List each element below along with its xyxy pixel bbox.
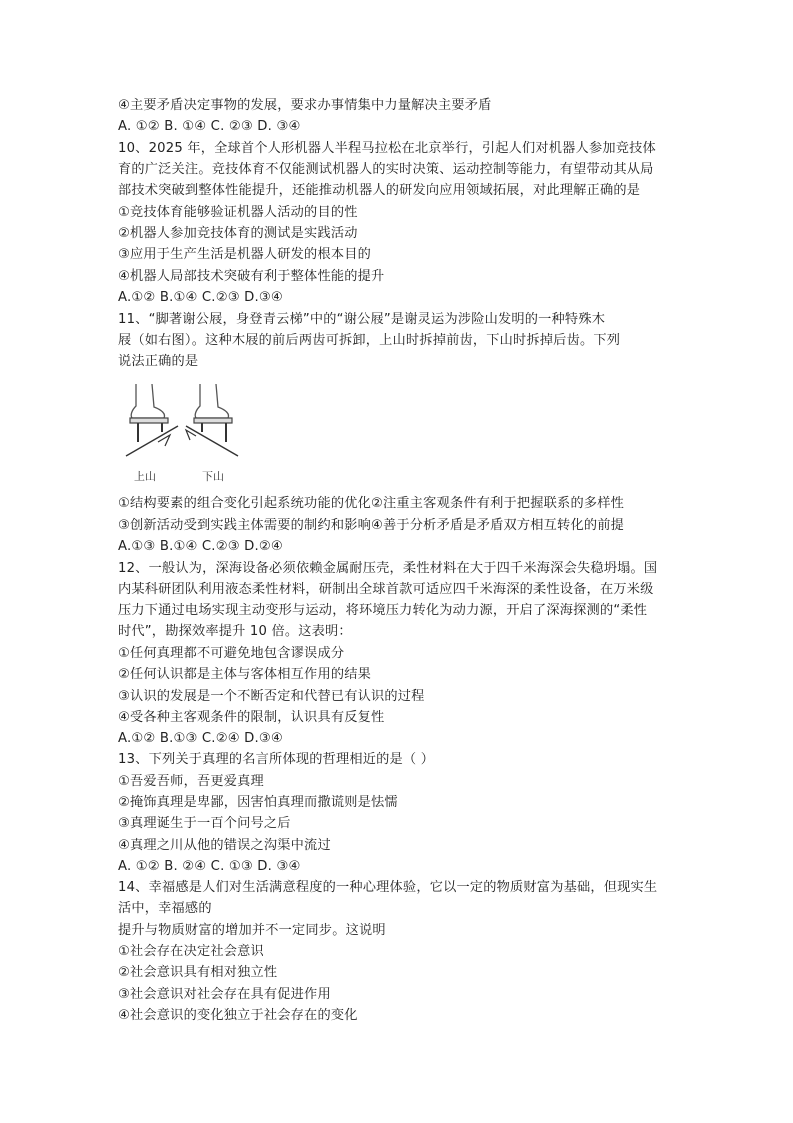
text-line: ①任何真理都不可避免地包含谬误成分 bbox=[118, 646, 345, 661]
text-line: ③认识的发展是一个不断否定和代替已有认识的过程 bbox=[118, 689, 425, 704]
downhill-clog-illustration bbox=[186, 384, 238, 456]
text-line: ①社会存在决定社会意识 bbox=[118, 944, 264, 959]
uphill-clog-illustration bbox=[126, 384, 178, 456]
text-line: ③应用于生产生活是机器人研发的根本目的 bbox=[118, 247, 371, 262]
text-line: ②掩饰真理是卑鄙，因害怕真理而撒谎则是怯懦 bbox=[118, 795, 398, 810]
text-line: ②任何认识都是主体与客体相互作用的结果 bbox=[118, 667, 371, 682]
text-line: 内某科研团队利用液态柔性材料，研制出全球首款可适应四千米海深的柔性设备，在万米级 bbox=[118, 582, 654, 597]
text-line: ④受各种主客观条件的限制，认识具有反复性 bbox=[118, 710, 385, 725]
text-line: 12、一般认为，深海设备必须依赖金属耐压壳，柔性材料在大于四千米海深会失稳坍塌。国 bbox=[118, 561, 658, 576]
text-line: ②机器人参加竞技体育的测试是实践活动 bbox=[118, 226, 358, 241]
text-line: 10、2025 年，全球首个人形机器人半程马拉松在北京举行，引起人们对机器人参加竞技体 bbox=[118, 141, 656, 156]
text-line: ①结构要素的组合变化引起系统功能的优化②注重主客观条件有利于把握联系的多样性 bbox=[118, 496, 624, 511]
text-line: ④主要矛盾决定事物的发展，要求办事情集中力量解决主要矛盾 bbox=[118, 98, 492, 113]
text-line: 13、下列关于真理的名言所体现的哲理相近的是（ ） bbox=[118, 752, 435, 767]
text-line: 部技术突破到整体性能提升，还能推动机器人的研发向应用领域拓展，对此理解正确的是 bbox=[118, 183, 641, 198]
downhill-label: 下山 bbox=[202, 470, 224, 483]
text-line: 14、幸福感是人们对生活满意程度的一种心理体验，它以一定的物质财富为基础，但现实生 bbox=[118, 880, 658, 895]
text-line: 屐（如右图）。这种木屐的前后两齿可拆卸，上山时拆掉前齿，下山时拆掉后齿。下列 bbox=[118, 333, 621, 348]
text-line: ③真理诞生于一百个问号之后 bbox=[118, 816, 291, 831]
text-line: ④真理之川从他的错误之沟渠中流过 bbox=[118, 838, 331, 853]
text-line: 提升与物质财富的增加并不一定同步。这说明 bbox=[118, 923, 386, 938]
text-line: ③社会意识对社会存在具有促进作用 bbox=[118, 987, 331, 1002]
text-line: 11、“脚著谢公屐，身登青云梯”中的“谢公屐”是谢灵运为涉险山发明的一种特殊木 bbox=[118, 312, 606, 327]
text-line: A. ①② B. ②④ C. ①③ D. ③④ bbox=[118, 859, 301, 874]
text-line: ②社会意识具有相对独立性 bbox=[118, 965, 278, 980]
text-line: A.①③ B.①④ C.②③ D.②④ bbox=[118, 539, 283, 554]
text-line: 说法正确的是 bbox=[118, 354, 199, 369]
text-line: ①吾爱吾师，吾更爱真理 bbox=[118, 774, 264, 789]
uphill-label: 上山 bbox=[134, 470, 156, 483]
text-line: 活中，幸福感的 bbox=[118, 901, 212, 916]
xie-gong-clog-figure bbox=[118, 380, 246, 490]
text-line: ④社会意识的变化独立于社会存在的变化 bbox=[118, 1008, 358, 1023]
text-line: A. ①② B. ①④ C. ②③ D. ③④ bbox=[118, 119, 301, 134]
text-line: A.①② B.①④ C.②③ D.③④ bbox=[118, 290, 283, 305]
text-line: ①竞技体育能够验证机器人活动的目的性 bbox=[118, 205, 358, 220]
text-line: A.①② B.①③ C.②④ D.③④ bbox=[118, 731, 283, 746]
text-line: ③创新活动受到实践主体需要的制约和影响④善于分析矛盾是矛盾双方相互转化的前提 bbox=[118, 518, 624, 533]
text-line: 育的广泛关注。竞技体育不仅能测试机器人的实时决策、运动控制等能力，有望带动其从局 bbox=[118, 162, 654, 177]
text-line: 时代”，勘探效率提升 10 倍。这表明： bbox=[118, 624, 352, 639]
text-line: ④机器人局部技术突破有利于整体性能的提升 bbox=[118, 269, 385, 284]
text-line: 压力下通过电场实现主动变形与运动，将环境压力转化为动力源，开启了深海探测的“柔性 bbox=[118, 603, 648, 618]
